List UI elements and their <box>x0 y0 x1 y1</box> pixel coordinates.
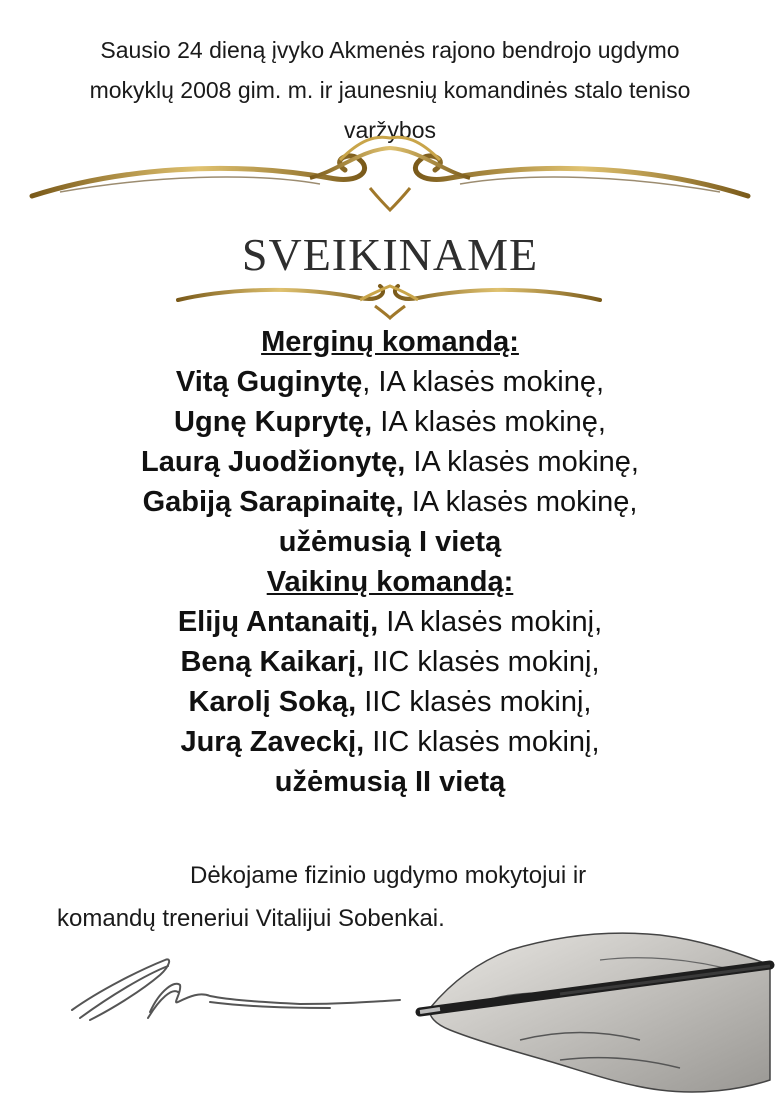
member-name: Vitą Guginytę <box>175 366 363 398</box>
member-name: Gabiją Sarapinaitę, <box>142 486 404 518</box>
member-class: IIC klasės mokinį, <box>364 726 600 758</box>
congratulations-title: SVEIKINAME <box>241 229 539 280</box>
member-name: Ugnę Kuprytę, <box>174 406 373 438</box>
intro-line-3: varžybos <box>343 117 437 143</box>
girls-heading-text: Merginų komandą: <box>261 326 519 358</box>
thanks-line-1: Dėkojame fizinio ugdymo mokytojui ir <box>190 862 587 889</box>
member-class: IA klasės mokinę, <box>405 446 639 478</box>
member-name: Laurą Juodžionytę, <box>141 446 406 478</box>
member-class: , IA klasės mokinę, <box>362 366 605 398</box>
member-class: IIC klasės mokinį, <box>356 686 592 718</box>
member-class: IA klasės mokinę, <box>403 486 638 518</box>
member-name: Beną Kaikarį, <box>180 646 365 678</box>
member-class: IA klasės mokinę, <box>372 406 606 438</box>
member-name: Jurą Zaveckį, <box>180 726 365 758</box>
member-class: IA klasės mokinį, <box>378 606 603 638</box>
member-name: Karolį Soką, <box>188 686 357 718</box>
thanks-line-2: komandų treneriui Vitalijui Sobenkai. <box>57 905 445 932</box>
member-class: IIC klasės mokinį, <box>364 646 600 678</box>
place-text: užėmusią II vietą <box>274 766 506 798</box>
boys-heading-text: Vaikinų komandą: <box>266 566 514 598</box>
intro-line-2: mokyklų 2008 gim. m. ir jaunesnių komandinės stalo teniso <box>89 77 691 103</box>
intro-line-1: Sausio 24 dieną įvyko Akmenės rajono bendrojo ugdymo <box>100 37 680 63</box>
member-name: Elijų Antanaitį, <box>177 606 379 638</box>
place-text: užėmusią I vietą <box>278 526 502 558</box>
